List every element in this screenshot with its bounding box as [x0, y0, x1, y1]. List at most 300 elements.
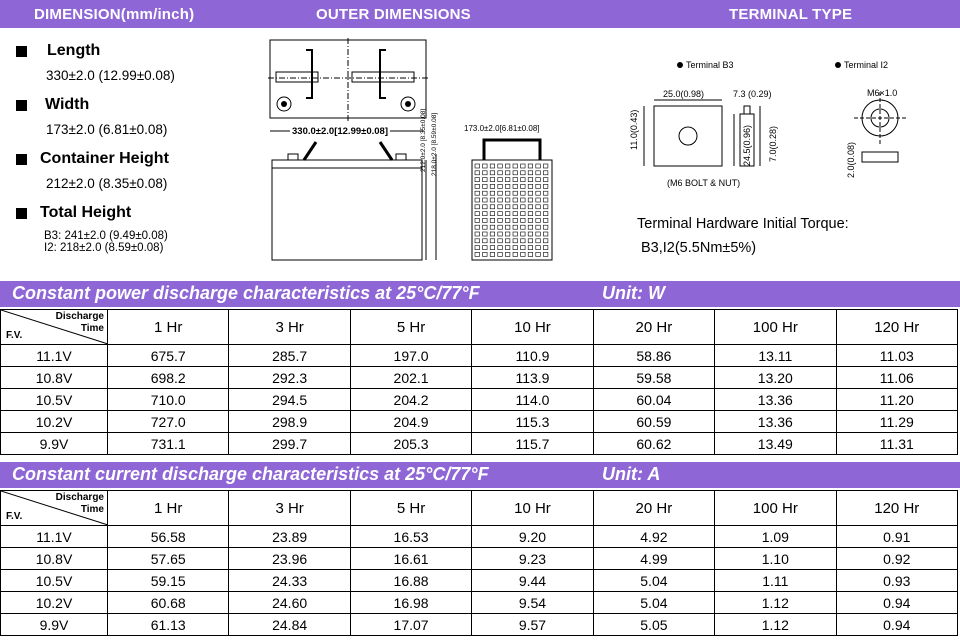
cell-vent-mark	[483, 205, 488, 209]
cell-vent-mark	[483, 171, 488, 175]
cell-vent-mark	[521, 232, 526, 236]
cell-vent-mark	[536, 225, 541, 229]
table-row	[1, 433, 958, 455]
table-cell: 204.9	[350, 411, 471, 433]
table-row	[1, 411, 958, 433]
cell-vent-mark	[490, 191, 495, 195]
column-header: 20 Hr	[593, 310, 714, 345]
current-table-title-bar	[0, 462, 960, 488]
table-cell: 0.91	[836, 526, 957, 548]
cell-vent-mark	[475, 164, 480, 168]
column-header: 3 Hr	[229, 491, 350, 526]
table-cell: 675.7	[108, 345, 229, 367]
column-header: 5 Hr	[350, 491, 471, 526]
cell-vent-mark	[498, 178, 503, 182]
table-cell: 11.06	[836, 367, 957, 389]
table-cell: 11.29	[836, 411, 957, 433]
cell-vent-mark	[505, 246, 510, 250]
cell-vent-mark	[513, 164, 518, 168]
table-cell: 1.11	[715, 570, 836, 592]
cell-vent-mark	[536, 171, 541, 175]
terminal-dim-25: 25.0(0.98)	[663, 89, 705, 99]
cell-vent-mark	[521, 198, 526, 202]
cell-vent-mark	[483, 191, 488, 195]
table-cell: 4.92	[593, 526, 714, 548]
cell-vent-mark	[521, 178, 526, 182]
cell-vent-mark	[528, 184, 533, 188]
corner-fv-label: F.V.	[6, 511, 23, 522]
spec-total-label: Total Height	[40, 204, 132, 221]
bullet-icon	[835, 62, 841, 68]
cell-vent-mark	[528, 232, 533, 236]
cell-vent-mark	[536, 246, 541, 250]
table-cell: 197.0	[350, 345, 471, 367]
bullet-icon	[16, 46, 27, 57]
table-row	[1, 548, 958, 570]
cell-vent-mark	[483, 184, 488, 188]
cell-vent-mark	[490, 239, 495, 243]
terminal-dim-245: 24.5(0.96)	[742, 124, 752, 166]
final-voltage-cell: 9.9V	[1, 614, 108, 636]
cell-vent-mark	[521, 239, 526, 243]
cell-vent-mark	[521, 218, 526, 222]
table-cell: 1.12	[715, 614, 836, 636]
cell-vent-mark	[513, 184, 518, 188]
table-cell: 299.7	[229, 433, 350, 455]
length-dimension-label: 330.0±2.0[12.99±0.08]	[292, 126, 388, 137]
corner-discharge-label: Discharge	[55, 492, 104, 503]
dimension-spec-list	[14, 40, 264, 256]
cell-vent-mark	[483, 178, 488, 182]
header-bar	[0, 0, 960, 28]
column-header: 1 Hr	[108, 310, 229, 345]
cell-vent-mark	[505, 232, 510, 236]
cell-vent-mark	[521, 205, 526, 209]
torque-title: Terminal Hardware Initial Torque:	[637, 216, 849, 232]
cell-vent-mark	[483, 232, 488, 236]
cell-vent-mark	[505, 252, 510, 256]
table-cell: 9.20	[472, 526, 593, 548]
width-dimension-label: 173.0±2.0[6.81±0.08]	[464, 124, 540, 133]
final-voltage-cell: 9.9V	[1, 433, 108, 455]
outer-dimensions-title: OUTER DIMENSIONS	[316, 6, 471, 23]
cell-vent-mark	[490, 232, 495, 236]
cell-vent-mark	[513, 198, 518, 202]
corner-time-label: Time	[80, 504, 104, 515]
table-cell: 13.49	[715, 433, 836, 455]
cell-vent-mark	[543, 184, 548, 188]
cell-vent-mark	[498, 239, 503, 243]
cell-vent-mark	[543, 225, 548, 229]
column-header: 10 Hr	[472, 491, 593, 526]
cell-vent-mark	[528, 178, 533, 182]
table-cell: 292.3	[229, 367, 350, 389]
cell-vent-mark	[490, 205, 495, 209]
table-row	[1, 389, 958, 411]
column-header: 120 Hr	[836, 491, 957, 526]
terminal-dim-11: 11.0(0.43)	[629, 109, 639, 150]
table-cell: 59.58	[593, 367, 714, 389]
terminal-dim-7: 7.0(0.28)	[768, 125, 778, 162]
current-table-title: Constant current discharge characteristics at 25°C/77°F	[12, 464, 489, 484]
table-row	[1, 367, 958, 389]
cell-vent-mark	[483, 225, 488, 229]
cell-vent-mark	[528, 246, 533, 250]
cell-vent-mark	[543, 212, 548, 216]
table-cell: 60.68	[108, 592, 229, 614]
table-cell: 60.04	[593, 389, 714, 411]
table-cell: 56.58	[108, 526, 229, 548]
table-cell: 113.9	[472, 367, 593, 389]
cell-vent-mark	[490, 171, 495, 175]
spec-width	[14, 94, 264, 148]
cell-vent-mark	[521, 191, 526, 195]
cell-vent-mark	[490, 212, 495, 216]
table-row	[1, 614, 958, 636]
final-voltage-cell: 10.2V	[1, 411, 108, 433]
cell-vent-mark	[513, 205, 518, 209]
cell-vent-mark	[490, 246, 495, 250]
cell-vent-mark	[513, 252, 518, 256]
table-cell: 5.05	[593, 614, 714, 636]
terminal-i2-text: Terminal I2	[844, 60, 889, 70]
cell-vent-mark	[475, 184, 480, 188]
cell-vent-mark	[490, 184, 495, 188]
cell-vent-mark	[536, 198, 541, 202]
cell-vent-mark	[513, 225, 518, 229]
cell-vent-mark	[498, 252, 503, 256]
column-header: 100 Hr	[715, 310, 836, 345]
cell-vent-mark	[521, 164, 526, 168]
cell-vent-mark	[475, 232, 480, 236]
table-cell: 114.0	[472, 389, 593, 411]
table-row	[1, 592, 958, 614]
spec-container-height	[14, 148, 264, 202]
table-cell: 16.61	[350, 548, 471, 570]
terminal-i2-label	[835, 60, 888, 70]
table-cell: 285.7	[229, 345, 350, 367]
cell-vent-mark	[543, 164, 548, 168]
table-header-row	[1, 491, 958, 526]
table-header-row	[1, 310, 958, 345]
spec-width-value: 173±2.0 (6.81±0.08)	[46, 122, 168, 137]
cell-vent-mark	[521, 246, 526, 250]
table-cell: 9.23	[472, 548, 593, 570]
cell-vent-mark	[505, 198, 510, 202]
corner-discharge-time	[56, 492, 104, 516]
bullet-icon	[16, 154, 27, 165]
cell-vent-mark	[475, 212, 480, 216]
cell-vent-mark	[498, 246, 503, 250]
cell-vent-mark	[536, 252, 541, 256]
cell-vent-mark	[498, 171, 503, 175]
table-cell: 13.20	[715, 367, 836, 389]
table-row	[1, 345, 958, 367]
table-cell: 11.03	[836, 345, 957, 367]
table-cell: 698.2	[108, 367, 229, 389]
cell-vent-mark	[528, 198, 533, 202]
cell-vent-mark	[475, 239, 480, 243]
table-cell: 710.0	[108, 389, 229, 411]
table-cell: 58.86	[593, 345, 714, 367]
table-cell: 9.57	[472, 614, 593, 636]
table-cell: 294.5	[229, 389, 350, 411]
table-corner-cell	[1, 310, 108, 345]
table-row	[1, 526, 958, 548]
table-cell: 16.98	[350, 592, 471, 614]
table-cell: 1.12	[715, 592, 836, 614]
cell-vent-mark	[536, 239, 541, 243]
cell-vent-mark	[521, 212, 526, 216]
table-cell: 23.89	[229, 526, 350, 548]
corner-time-label: Time	[80, 323, 104, 334]
terminal-dim-73: 7.3 (0.29)	[733, 89, 772, 99]
cell-vent-mark	[543, 205, 548, 209]
cell-vent-mark	[513, 171, 518, 175]
cell-vent-mark	[543, 171, 548, 175]
cell-vent-mark	[490, 164, 495, 168]
table-cell: 0.92	[836, 548, 957, 570]
cell-vent-mark	[505, 178, 510, 182]
cell-vent-mark	[505, 171, 510, 175]
cell-vent-mark	[528, 212, 533, 216]
cell-vent-mark	[475, 178, 480, 182]
cell-vent-mark	[475, 205, 480, 209]
table-cell: 727.0	[108, 411, 229, 433]
cell-vent-mark	[543, 239, 548, 243]
cell-vent-mark	[475, 198, 480, 202]
terminal-b3-text: Terminal B3	[686, 60, 734, 70]
table-cell: 23.96	[229, 548, 350, 570]
table-cell: 16.53	[350, 526, 471, 548]
terminal-type-title: TERMINAL TYPE	[729, 6, 853, 23]
cell-vent-mark	[536, 205, 541, 209]
cell-vent-mark	[483, 164, 488, 168]
cell-vent-mark	[543, 191, 548, 195]
cell-vent-mark	[543, 178, 548, 182]
terminal-b3-label	[677, 60, 734, 70]
table-cell: 24.84	[229, 614, 350, 636]
final-voltage-cell: 11.1V	[1, 526, 108, 548]
cell-vent-mark	[498, 212, 503, 216]
table-cell: 11.31	[836, 433, 957, 455]
spec-length-value: 330±2.0 (12.99±0.08)	[46, 68, 175, 83]
cell-vent-mark	[513, 212, 518, 216]
cell-vent-mark	[483, 246, 488, 250]
cell-vent-mark	[528, 171, 533, 175]
cell-vent-mark	[521, 252, 526, 256]
table-cell: 13.36	[715, 389, 836, 411]
cell-vent-mark	[490, 225, 495, 229]
table-cell: 5.04	[593, 570, 714, 592]
final-voltage-cell: 10.5V	[1, 570, 108, 592]
spec-width-label: Width	[45, 96, 90, 113]
torque-value: B3,I2(5.5Nm±5%)	[641, 240, 757, 256]
cell-vent-mark	[505, 225, 510, 229]
cell-vent-mark	[543, 218, 548, 222]
cell-vent-mark	[498, 191, 503, 195]
power-table-title-bar	[0, 281, 960, 307]
cell-vent-mark	[536, 184, 541, 188]
table-cell: 204.2	[350, 389, 471, 411]
table-cell: 11.20	[836, 389, 957, 411]
power-table-unit: Unit: W	[602, 283, 665, 303]
table-cell: 57.65	[108, 548, 229, 570]
cell-vent-mark	[483, 212, 488, 216]
height-dimension-label-1: 212.0±2.0 [8.35±0.08]	[420, 108, 427, 172]
column-header: 1 Hr	[108, 491, 229, 526]
final-voltage-cell: 11.1V	[1, 345, 108, 367]
cell-vent-mark	[505, 184, 510, 188]
cell-vent-mark	[528, 239, 533, 243]
spec-container-value: 212±2.0 (8.35±0.08)	[46, 176, 168, 191]
table-cell: 0.94	[836, 592, 957, 614]
table-cell: 5.04	[593, 592, 714, 614]
cell-vent-mark	[483, 218, 488, 222]
current-discharge-table	[0, 490, 958, 636]
table-cell: 4.99	[593, 548, 714, 570]
table-cell: 0.94	[836, 614, 957, 636]
cell-vent-mark	[498, 232, 503, 236]
cell-vent-mark	[498, 198, 503, 202]
cell-vent-mark	[505, 239, 510, 243]
dimension-title: DIMENSION(mm/inch)	[34, 6, 195, 23]
cell-vent-mark	[475, 191, 480, 195]
spec-length-label: Length	[47, 42, 101, 59]
cell-vent-mark	[528, 218, 533, 222]
column-header: 120 Hr	[836, 310, 957, 345]
table-cell: 298.9	[229, 411, 350, 433]
cell-vent-mark	[521, 171, 526, 175]
table-corner-cell	[1, 491, 108, 526]
cell-vent-mark	[475, 252, 480, 256]
table-row	[1, 570, 958, 592]
table-cell: 9.44	[472, 570, 593, 592]
cell-vent-mark	[475, 225, 480, 229]
final-voltage-cell: 10.8V	[1, 367, 108, 389]
battery-top-view-diagram	[268, 38, 430, 122]
cell-vent-mark	[513, 239, 518, 243]
table-cell: 60.59	[593, 411, 714, 433]
table-cell: 60.62	[593, 433, 714, 455]
cell-vent-mark	[505, 212, 510, 216]
cell-vent-mark	[513, 218, 518, 222]
power-table-title: Constant power discharge characteristics at 25°C/77°F	[12, 283, 480, 303]
cell-vent-mark	[513, 191, 518, 195]
cell-vent-mark	[513, 246, 518, 250]
cell-vent-mark	[521, 184, 526, 188]
table-cell: 9.54	[472, 592, 593, 614]
table-cell: 1.10	[715, 548, 836, 570]
cell-vent-mark	[490, 252, 495, 256]
final-voltage-cell: 10.5V	[1, 389, 108, 411]
table-cell: 1.09	[715, 526, 836, 548]
cell-vent-mark	[505, 218, 510, 222]
spec-total-b3: B3: 241±2.0 (9.49±0.08)	[44, 230, 168, 242]
table-cell: 731.1	[108, 433, 229, 455]
table-cell: 205.3	[350, 433, 471, 455]
terminal-dim-m6: M6×1.0	[867, 88, 898, 98]
cell-vent-mark	[498, 164, 503, 168]
spec-container-label: Container Height	[40, 150, 169, 167]
column-header: 100 Hr	[715, 491, 836, 526]
table-cell: 115.7	[472, 433, 593, 455]
cell-vent-mark	[490, 218, 495, 222]
spec-total-height	[14, 202, 264, 256]
cell-vent-mark	[490, 178, 495, 182]
cell-vent-mark	[513, 178, 518, 182]
bullet-icon	[677, 62, 683, 68]
table-cell: 59.15	[108, 570, 229, 592]
cell-vent-mark	[483, 198, 488, 202]
cell-vent-mark	[528, 191, 533, 195]
table-cell: 115.3	[472, 411, 593, 433]
cell-vent-mark	[543, 246, 548, 250]
table-cell: 13.11	[715, 345, 836, 367]
bullet-icon	[16, 208, 27, 219]
table-cell: 61.13	[108, 614, 229, 636]
cell-vent-mark	[543, 252, 548, 256]
cell-vent-mark	[498, 225, 503, 229]
cell-vent-mark	[536, 164, 541, 168]
cell-vent-mark	[528, 164, 533, 168]
spec-total-i2: I2: 218±2.0 (8.59±0.08)	[44, 242, 164, 254]
bullet-icon	[16, 100, 27, 111]
table-cell: 24.60	[229, 592, 350, 614]
cell-vent-mark	[536, 191, 541, 195]
torque-block	[637, 212, 849, 260]
cell-vent-mark	[528, 252, 533, 256]
cell-vent-mark	[475, 171, 480, 175]
cell-vent-mark	[483, 239, 488, 243]
table-cell: 13.36	[715, 411, 836, 433]
height-dimension-label-2: 218.0±2.0 [8.59±0.08]	[431, 112, 438, 176]
cell-vent-mark	[498, 205, 503, 209]
terminal-dim-2: 2.0(0.08)	[846, 141, 856, 178]
column-header: 3 Hr	[229, 310, 350, 345]
power-discharge-table	[0, 309, 958, 455]
cell-vent-mark	[505, 191, 510, 195]
terminal-bolt-label: (M6 BOLT & NUT)	[667, 178, 741, 188]
final-voltage-cell: 10.2V	[1, 592, 108, 614]
cell-vent-mark	[536, 178, 541, 182]
cell-vent-mark	[498, 218, 503, 222]
cell-vent-mark	[498, 184, 503, 188]
cell-vent-mark	[483, 252, 488, 256]
cell-vent-mark	[543, 198, 548, 202]
cell-vent-mark	[505, 164, 510, 168]
table-cell: 202.1	[350, 367, 471, 389]
cell-vent-mark	[536, 232, 541, 236]
final-voltage-cell: 10.8V	[1, 548, 108, 570]
column-header: 10 Hr	[472, 310, 593, 345]
cell-vent-mark	[536, 218, 541, 222]
cell-vent-mark	[513, 232, 518, 236]
corner-fv-label: F.V.	[6, 330, 23, 341]
cell-vent-mark	[521, 225, 526, 229]
table-cell: 16.88	[350, 570, 471, 592]
column-header: 5 Hr	[350, 310, 471, 345]
cell-vent-mark	[475, 246, 480, 250]
cell-vent-mark	[528, 225, 533, 229]
table-cell: 17.07	[350, 614, 471, 636]
cell-vent-mark	[528, 205, 533, 209]
table-cell: 24.33	[229, 570, 350, 592]
cell-vent-mark	[543, 232, 548, 236]
corner-discharge-time	[56, 311, 104, 335]
column-header: 20 Hr	[593, 491, 714, 526]
current-table-unit: Unit: A	[602, 464, 661, 484]
